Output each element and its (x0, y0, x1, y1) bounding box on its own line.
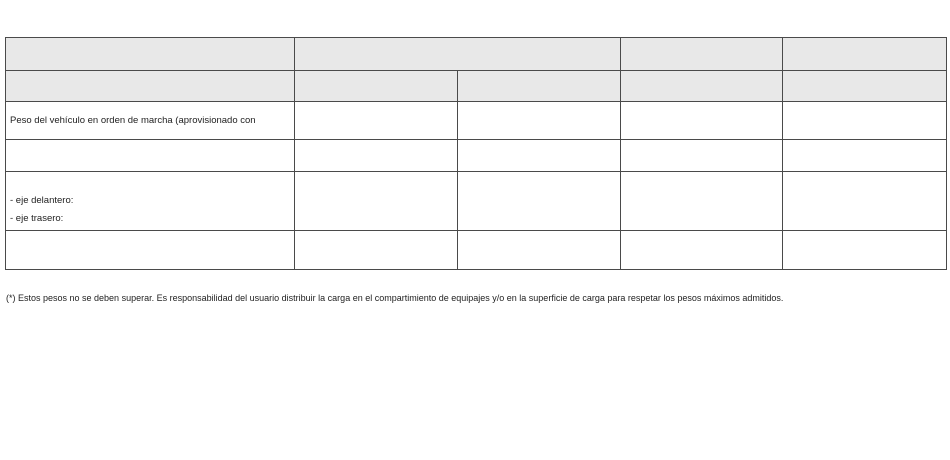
header-cell (6, 71, 295, 102)
table-cell (621, 172, 783, 231)
table-cell (458, 140, 621, 172)
table-header-row (6, 38, 947, 71)
table-cell (458, 172, 621, 231)
table-cell (621, 231, 783, 270)
rear-axle-label: - eje trasero: (10, 213, 64, 224)
header-cell (621, 71, 783, 102)
table-row (6, 140, 947, 172)
table-cell (295, 231, 458, 270)
header-cell (295, 71, 458, 102)
vehicle-weights-table (5, 37, 947, 270)
table-cell (295, 102, 458, 140)
table-cell (783, 102, 947, 140)
table-row (6, 231, 947, 270)
front-axle-label: - eje delantero: (10, 195, 74, 206)
table-cell (783, 172, 947, 231)
header-cell (6, 38, 295, 71)
table-cell (458, 231, 621, 270)
table-cell (621, 140, 783, 172)
header-cell (783, 38, 947, 71)
table-cell (6, 231, 295, 270)
header-cell (783, 71, 947, 102)
table-subheader-row (6, 71, 947, 102)
header-cell (621, 38, 783, 71)
table-cell (458, 102, 621, 140)
table-cell (783, 140, 947, 172)
table-cell (295, 140, 458, 172)
table-cell (621, 102, 783, 140)
table-cell (6, 140, 295, 172)
header-cell (458, 71, 621, 102)
axle-labels-cell (6, 172, 295, 231)
header-cell (295, 38, 621, 71)
weights-footnote: (*) Estos pesos no se deben superar. Es responsabilidad del usuario distribuir la carga en el compartimiento de equipajes y/o en la superficie de carga para respetar los pesos máximos admitidos. (6, 293, 784, 303)
table-cell (295, 172, 458, 231)
table-row (6, 172, 947, 231)
table-row (6, 102, 947, 140)
unladen-weight-label: Peso del vehículo en orden de marcha (aprovisionado con (6, 102, 295, 140)
table-cell (783, 231, 947, 270)
